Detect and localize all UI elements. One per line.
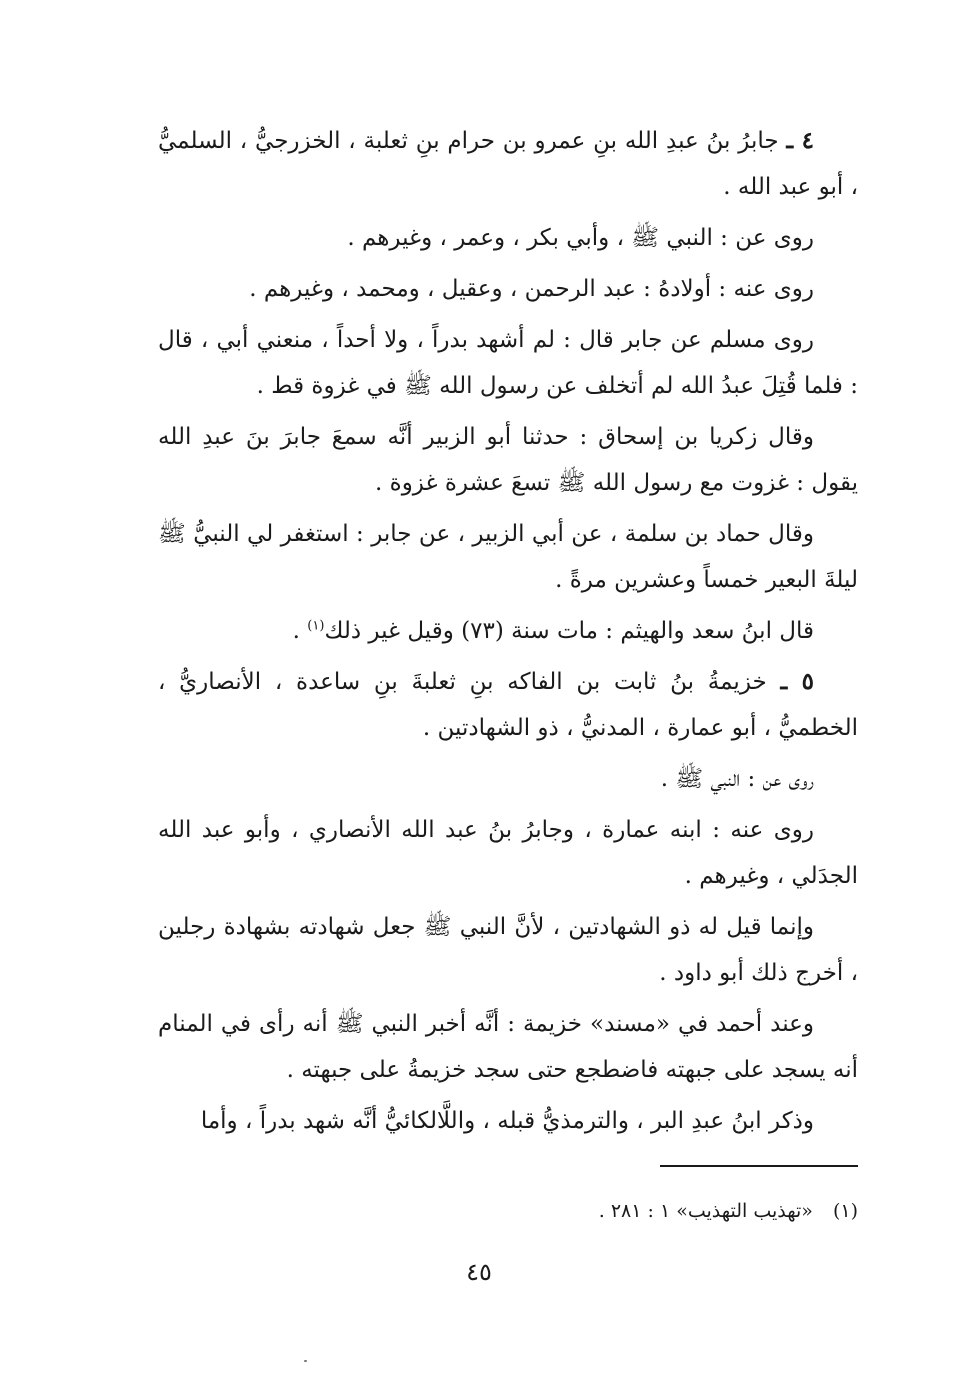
narrators-from-him: روى عنه : ابنه عمارة ، وجابرُ بنُ عبد الله الأنصاري ، وأبو عبد الله الجدَلي ، وغيرهم . [158,817,858,889]
narrated-from: روى عن : النبي ﷺ ، وأبي بكر ، وعمر ، وغيرهم . [347,225,814,251]
page-number: ٤٥ [466,1258,492,1286]
muslim-narration: روى مسلم عن جابر قال : لم أشهد بدراً ، ولا أحداً ، منعني أبي ، قال : فلما قُتِلَ عبدُ الله لم أتخلف عن رسول الله ﷺ في غزوة قط . [158,327,858,399]
death-date [158,608,858,654]
narrated-from: روى عن : النبي ﷺ . [660,766,814,792]
hammad-narration: وقال حماد بن سلمة ، عن أبي الزبير ، عن جابر : استغفر لي النبيُّ ﷺ ليلةَ البعير خمساً وعشرين مرةً . [158,521,858,593]
entry-number: ٥ ـ [780,668,815,695]
death-date-tail: . [292,618,308,644]
footnote-mark: (١) [832,1200,858,1222]
entry-heading: جابرُ بنُ عبدِ الله بنِ عمرو بن حرام بنِ ثعلبة ، الخزرجيُّ ، السلميُّ ، أبو عبد الله . [158,128,858,200]
biography-entry-5 [158,659,858,751]
badr-mention: وذكر ابنُ عبدِ البر ، والترمذيُّ قبله ، واللَّالكائيُّ أنَّه شهد بدراً ، وأما [200,1108,814,1134]
entry-heading: خزيمةُ بنُ ثابت بن الفاكه بنِ ثعلبةَ بنِ ساعدة ، الأنصاريُّ ، الخطميُّ ، أبو عمارة ، المدنيُّ ، ذو الشهادتين . [158,669,858,741]
two-witnesses-reason: وإنما قيل له ذو الشهادتين ، لأنَّ النبي ﷺ جعل شهادته بشهادة رجلين ، أخرج ذلك أبو داود . [158,914,858,986]
biography-entry-4 [158,118,858,210]
footnote-ref[interactable]: (١) [307,618,325,634]
footnote-divider [660,1165,858,1167]
ahmad-narration: وعند أحمد في «مسند» خزيمة : أنَّه أخبر النبي ﷺ أنه رأى في المنام أنه يسجد على جبهته فاضطجع حتى سجد خزيمةُ على جبهته . [158,1011,858,1083]
death-date-text: قال ابنُ سعد والهيثم : مات سنة (٧٣) وقيل غير ذلك [324,618,814,644]
entry-number: ٤ ـ [786,127,815,154]
narrators-from-him: روى عنه : أولادهُ : عبد الرحمن ، وعقيل ، ومحمد ، وغيرهم . [249,276,814,302]
footnote [158,1196,858,1226]
zakariya-narration: وقال زكريا بن إسحاق : حدثنا أبو الزبير أنَّه سمعَ جابرَ بنَ عبدِ الله يقول : غزوت مع رسول الله ﷺ تسعَ عشرة غزوة . [158,424,858,496]
scan-speck [304,1360,307,1362]
footnote-text: «تهذيب التهذيب» ١ : ٢٨١ . [598,1200,813,1222]
main-text [158,118,858,1149]
